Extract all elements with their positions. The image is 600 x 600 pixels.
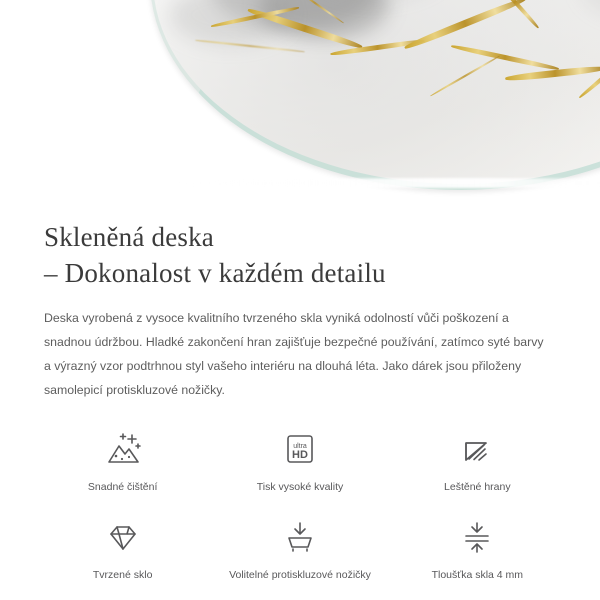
ultra-hd-badge-icon — [278, 429, 322, 471]
anti-slip-feet-icon — [278, 517, 322, 559]
feature-item — [211, 517, 388, 583]
feature-grid — [0, 429, 600, 582]
ultra-text: ultra — [293, 443, 307, 451]
page-title — [44, 220, 556, 291]
marble-smoke — [580, 0, 600, 20]
feature-label: Tloušťka skla 4 mm — [431, 568, 524, 581]
feature-label: Tvrzené sklo — [92, 568, 153, 581]
feature-item — [389, 429, 566, 495]
gold-vein — [430, 55, 500, 97]
gold-vein — [490, 0, 540, 29]
feature-label: Leštěné hrany — [444, 481, 511, 494]
feature-item — [211, 429, 388, 495]
page-title-line1: Skleněná deska — [44, 222, 214, 252]
glass-board-surface — [150, 0, 600, 190]
feature-item — [389, 517, 566, 583]
page-title-line2: – Dokonalost v každém detailu — [44, 257, 386, 288]
thickness-arrows-icon — [455, 517, 499, 559]
feature-label: Tisk vysoké kvality — [256, 481, 344, 494]
sparkle-cloth-icon — [101, 429, 145, 471]
diamond-icon — [101, 517, 145, 559]
feature-label: Snadné čištění — [87, 481, 158, 494]
gold-vein — [451, 44, 560, 72]
feature-item — [34, 429, 211, 495]
hd-text: HD — [292, 449, 308, 462]
text-block — [0, 200, 600, 403]
gold-vein — [403, 0, 526, 51]
feature-label: Volitelné protiskluzové nožičky — [229, 568, 371, 581]
feature-item — [34, 517, 211, 583]
description-paragraph: Deska vyrobená z vysoce kvalitního tvrzeného skla vyniká odolností vůči poškození a snadnou údržbou. Hladké zakončení hran zajišťuje bezpečné používání, zatímco syté barvy a výrazný vzor podtrhnou styl vašeho interiéru na dlouhá léta. Jako dárek jsou přiloženy samolepicí protiskluzové nožičky. — [44, 311, 544, 398]
hero-image — [0, 0, 600, 200]
polished-edges-icon — [455, 429, 499, 471]
